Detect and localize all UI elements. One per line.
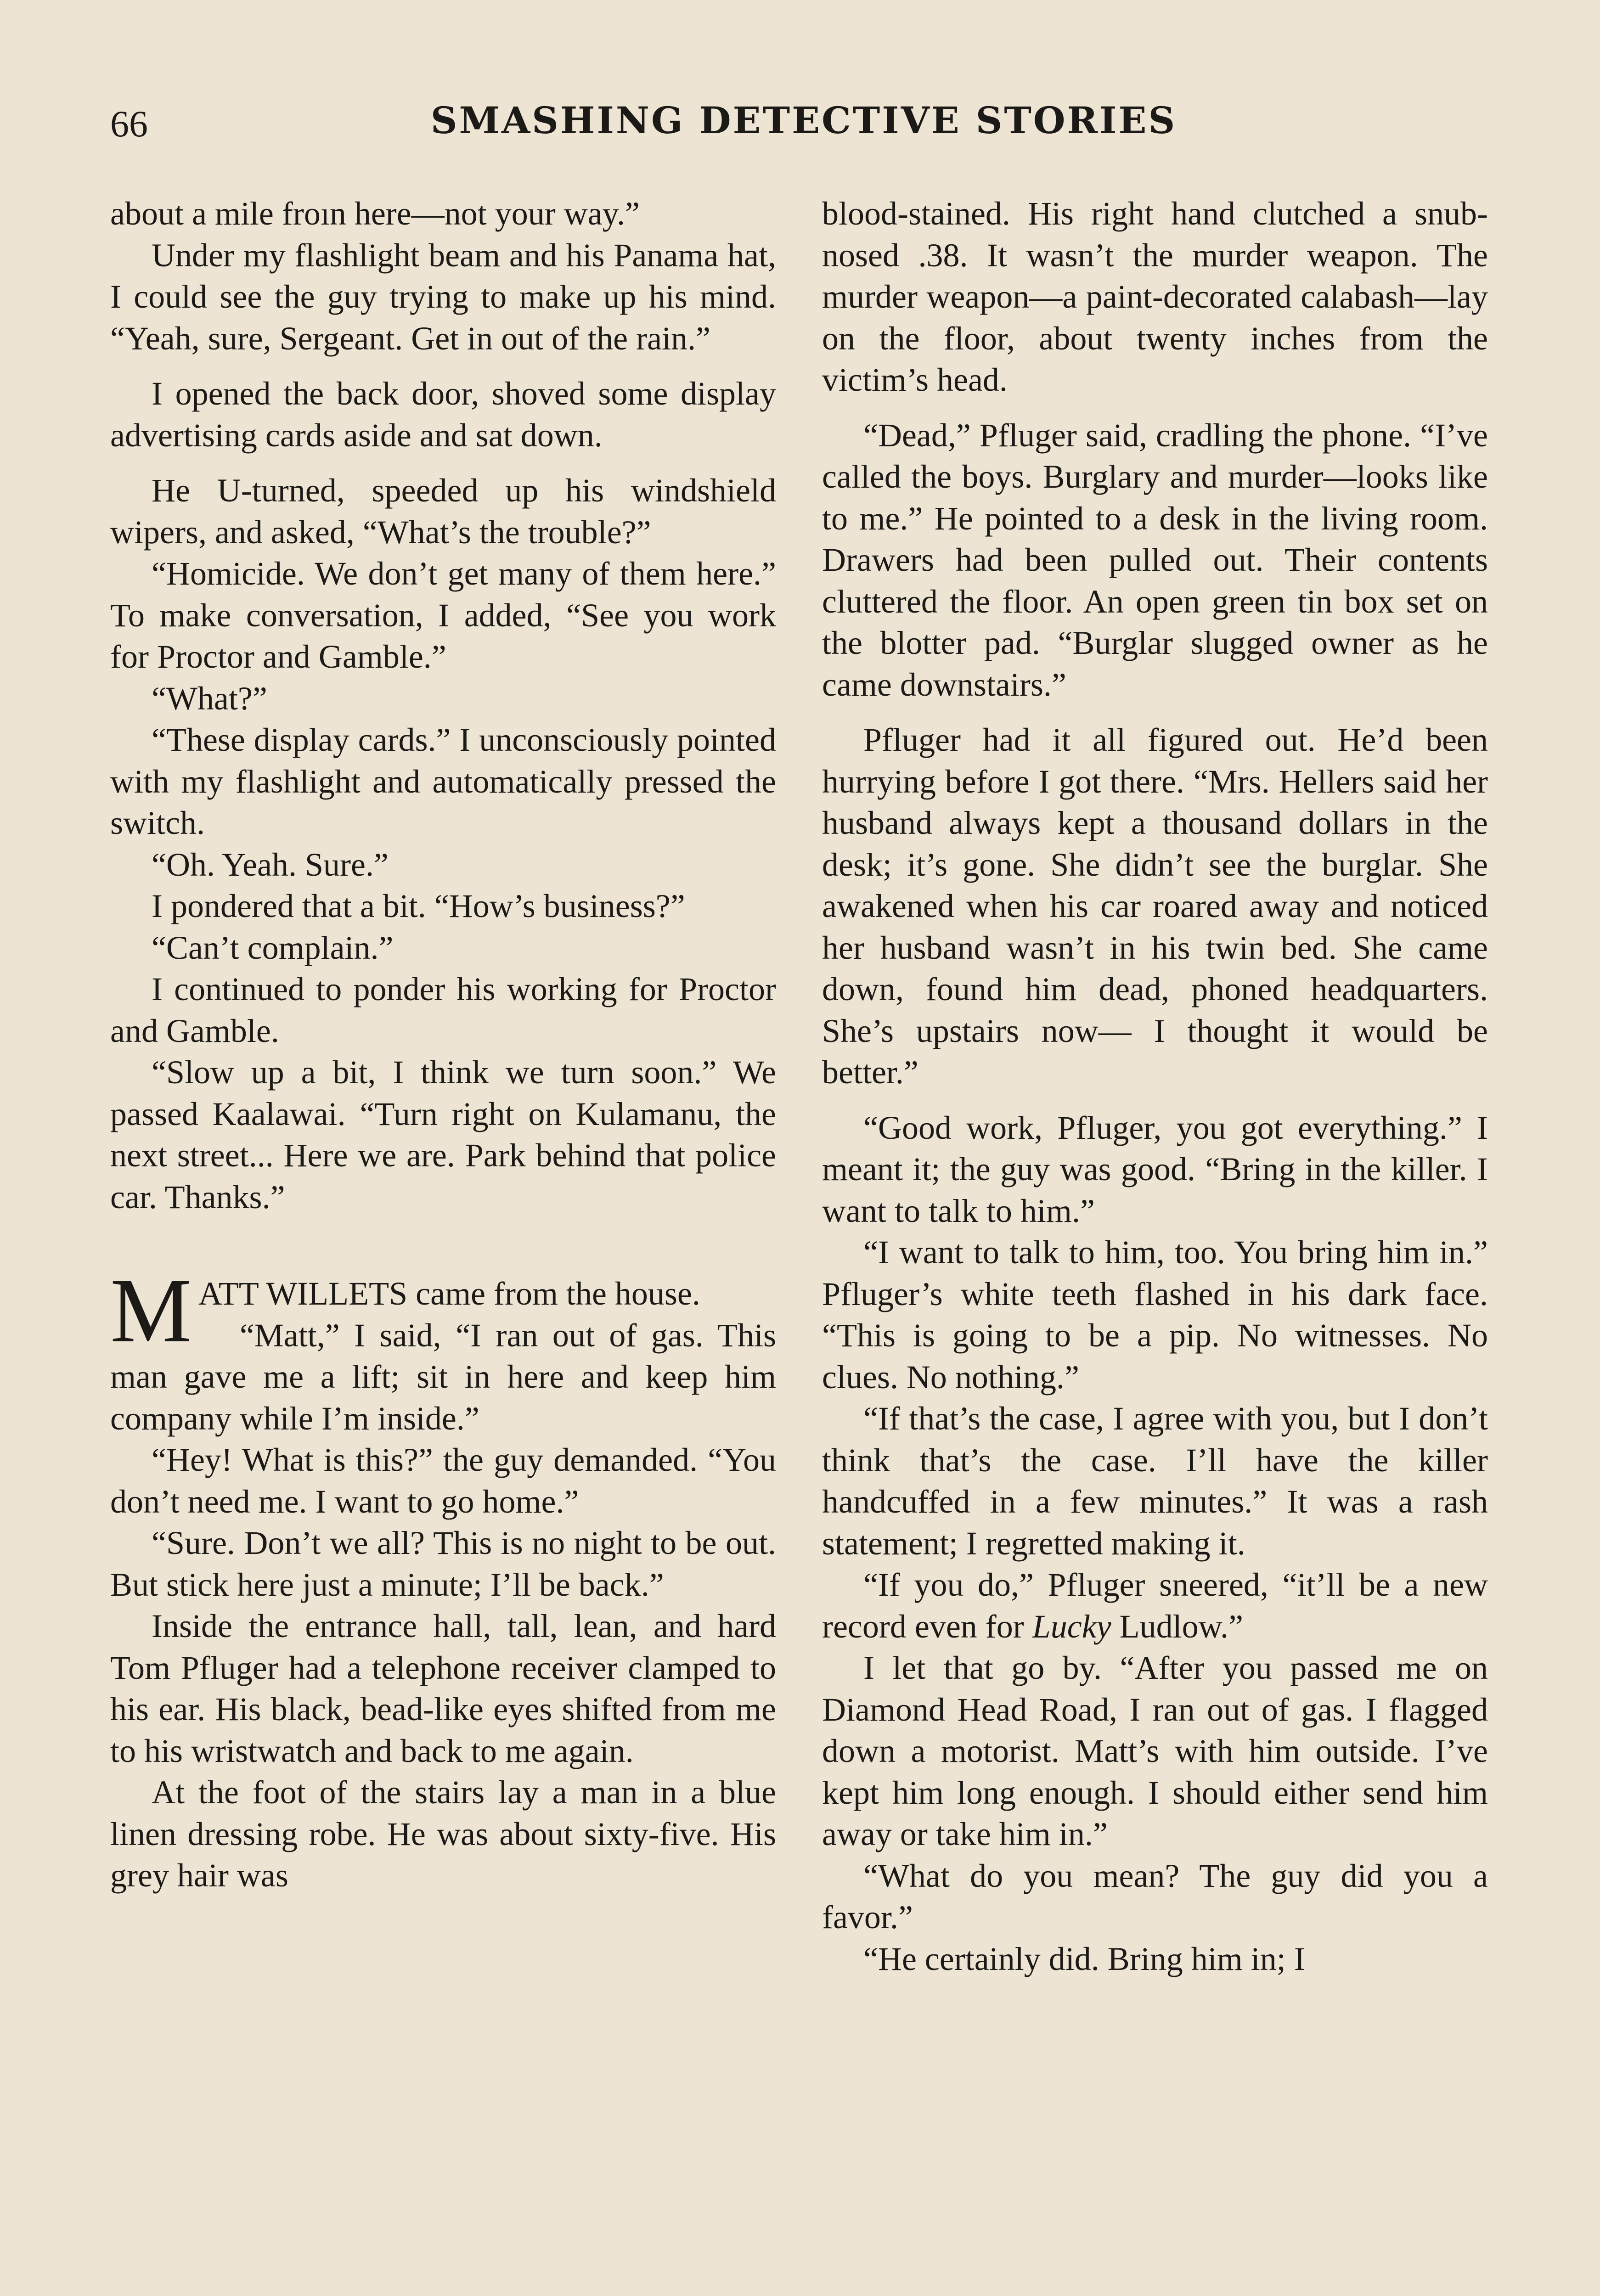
paragraph: “Slow up a bit, I think we turn soon.” We passed Kaalawai. “Turn right on Kulamanu, the next street... Here we are. Park behind that police car. Thanks.”	[110, 1054, 776, 1216]
drop-cap: M	[110, 1260, 192, 1362]
text-run: Ludlow.”	[1111, 1608, 1243, 1645]
paragraph: I opened the back door, shoved some display advertising cards aside and sat down.	[110, 375, 776, 454]
section-opening-paragraph	[110, 1260, 776, 1362]
paragraph: “What?”	[152, 680, 267, 717]
text-run: “If you do,” Pfluger sneered, “it’ll be a new record even for	[822, 1566, 1488, 1645]
section-opening-text: ATT WILLETS came from the house.	[198, 1275, 700, 1312]
paragraph: “Sure. Don’t we all? This is no night to be out. But stick here just a minute; I’ll be back.”	[110, 1525, 776, 1603]
paragraph: He U-turned, speeded up his windshield wipers, and asked, “What’s the trouble?”	[110, 472, 776, 551]
paragraph: At the foot of the stairs lay a man in a blue linen dressing robe. He was about sixty-five. His grey hair was	[110, 1774, 776, 1894]
paragraph: “Matt,” I said, “I ran out of gas. This man gave me a lift; sit in here and keep him company while I’m inside.”	[110, 1317, 776, 1437]
paragraph: I pondered that a bit. “How’s business?”	[152, 888, 685, 924]
paragraph: blood-stained. His right hand clutched a snub-nosed .38. It wasn’t the murder weapon. The murder weapon—a paint-decorated calabash—lay on the floor, about twenty inches from the victim’s head.	[822, 195, 1488, 398]
italic-text: Lucky	[1032, 1608, 1111, 1645]
page-header	[110, 99, 1497, 158]
paragraph: “Oh. Yeah. Sure.”	[152, 846, 389, 883]
paragraph: Under my flashlight beam and his Panama hat, I could see the guy trying to make up his mind. “Yeah, sure, Sergeant. Get in out of the rain.”	[110, 236, 776, 357]
paragraph: Pfluger had it all figured out. He’d been hurrying before I got there. “Mrs. Hellers said her husband always kept a thousand dollars in the desk; it’s gone. She didn’t see the burglar. She awakened when his car roared away and noticed her husband wasn’t in his twin bed. She came down, found him dead, phoned headquarters. She’s upstairs now— I thought it would be better.”	[822, 721, 1488, 1091]
paragraph: “Can’t complain.”	[152, 929, 394, 966]
paragraph: about a mile froın here—not your way.”	[110, 195, 640, 232]
paragraph: “Good work, Pfluger, you got everything.” I meant it; the guy was good. “Bring in the killer. I want to talk to him.”	[822, 1109, 1488, 1229]
paragraph: I let that go by. “After you passed me on Diamond Head Road, I ran out of gas. I flagged down a motorist. Matt’s with him outside. I’ve kept him long enough. I should either send him away or take him in.”	[822, 1649, 1488, 1852]
paragraph: “If that’s the case, I agree with you, but I don’t think that’s the case. I’ll have the killer handcuffed in a few minutes.” It was a rash statement; I regretted making it.	[822, 1400, 1488, 1562]
left-column	[110, 193, 776, 1896]
paragraph: I continued to ponder his working for Proctor and Gamble.	[110, 971, 776, 1049]
paragraph: Inside the entrance hall, tall, lean, and hard Tom Pfluger had a telephone receiver clamped to his ear. His black, bead-like eyes shifted from me to his wristwatch and back to me again.	[110, 1608, 776, 1769]
paragraph	[822, 1564, 1488, 1647]
running-title: SMASHING DETECTIVE STORIES	[430, 99, 1177, 142]
paragraph: “Dead,” Pfluger said, cradling the phone. “I’ve called the boys. Burglary and murder—looks like to me.” He pointed to a desk in the living room. Drawers had been pulled out. Their contents cluttered the floor. An open green tin box set on the blotter pad. “Burglar slugged owner as he came downstairs.”	[822, 416, 1488, 703]
paragraph: “Hey! What is this?” the guy demanded. “You don’t need me. I want to go home.”	[110, 1441, 776, 1520]
right-column	[822, 193, 1488, 1980]
paragraph: “I want to talk to him, too. You bring him in.” Pfluger’s white teeth flashed in his dark face. “This is going to be a pip. No witnesses. No clues. No nothing.”	[822, 1234, 1488, 1396]
page-number: 66	[110, 103, 148, 145]
paragraph: “Homicide. We don’t get many of them here.” To make conversation, I added, “See you work for Proctor and Gamble.”	[110, 555, 776, 675]
paragraph: “What do you mean? The guy did you a favor.”	[822, 1857, 1488, 1936]
paragraph: “These display cards.” I unconsciously pointed with my flashlight and automatically pressed the switch.	[110, 721, 776, 841]
paragraph: “He certainly did. Bring him in; I	[863, 1940, 1305, 1977]
